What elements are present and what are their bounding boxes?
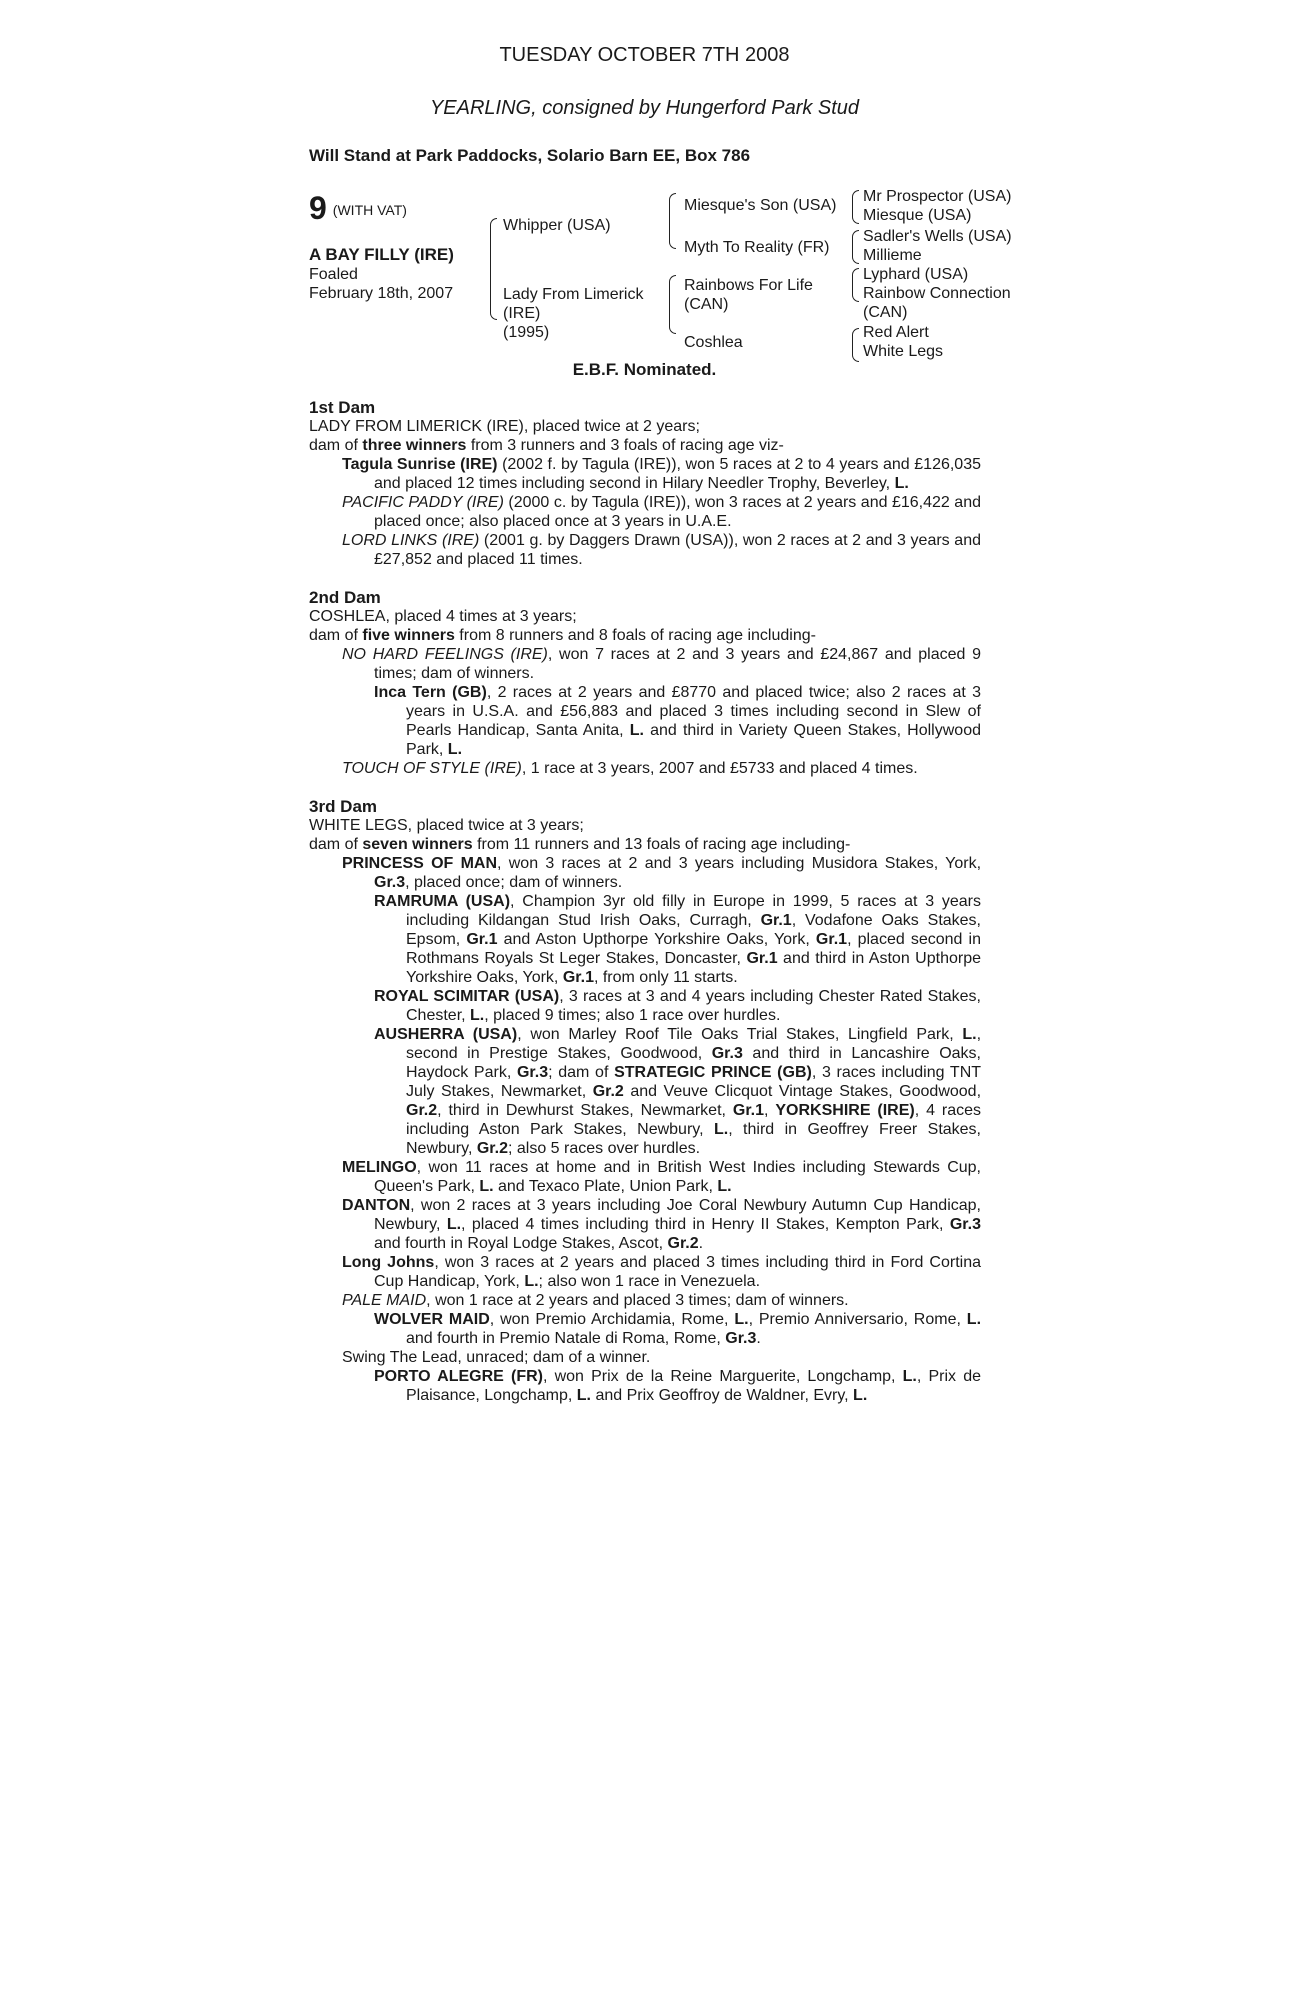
text: (2002 f. by Tagula (IRE)), won 5 races at 2 to 4 years and £126,035 and placed 12 times including second in Hilary Needler Trophy, Beverley, [374,456,982,492]
text: , 3 races including TNT July Stakes, Newmarket, [406,1064,982,1100]
vat-note: (WITH VAT) [332,202,407,218]
foal-name: AUSHERRA (USA) [374,1026,518,1043]
sire-sire: Miesque's Son (USA) [684,197,837,214]
dam-sire [684,276,813,314]
race-grade: Gr.1 [746,950,778,967]
brace-g1 [852,190,859,224]
race-grade: L. [962,1026,977,1043]
text: , Premio Anniversario, Rome, [748,1311,967,1328]
text: from 11 runners and 13 foals of racing age including- [472,836,851,853]
race-grade: Gr.1 [815,931,848,948]
race-grade: L. [629,722,644,739]
brace-g4 [852,328,859,362]
race-grade: Gr.2 [592,1083,624,1100]
race-grade: L. [734,1311,749,1328]
foaled-info [309,265,453,303]
brace-dam-line [669,275,676,334]
foal-entry: Swing The Lead, unraced; dam of a winner. [342,1349,651,1366]
foal-name: WOLVER MAID [374,1311,490,1328]
winners-count: three winners [362,437,467,454]
text: , won 1 race at 2 years and placed 3 times; dam of winners. [426,1292,849,1309]
third-dam-heading: 3rd Dam [309,797,378,816]
great-grandparent-6-line-2: (CAN) [863,304,908,321]
race-grade: Gr.1 [732,1102,765,1119]
foal-name: PALE MAID [342,1292,427,1309]
text: , from only 11 starts. [593,969,738,986]
great-grandparent-2: Miesque (USA) [863,207,972,224]
text: , second in Prestige Stakes, Goodwood, [406,1026,982,1062]
race-grade: L. [717,1178,732,1195]
winners-count: five winners [362,627,455,644]
brace-g2 [852,230,859,264]
foal-entry [309,1158,981,1196]
dam-dam: Coshlea [684,334,743,351]
text: and third in Variety Queen Stakes, Hollywood Park, [406,722,981,758]
ebf-nominated: E.B.F. Nominated. [572,360,717,379]
text: and third in Aston Upthorpe Yorkshire Oaks, York, [406,950,981,986]
text: , 3 races at 3 and 4 years including Chester Rated Stakes, Chester, [406,988,982,1024]
foal-entry [309,1025,981,1158]
foal-name: ROYAL SCIMITAR (USA) [374,988,560,1005]
text: , Champion 3yr old filly in Europe in 1999, 5 races at 3 years including Kildangan Stud Irish Oaks, Curragh, [406,893,982,929]
great-grandparent-4: Millieme [863,247,922,264]
foal-entry [309,1196,981,1253]
race-grade: L. [470,1007,485,1024]
foal-entry [309,531,981,569]
lot-number [309,190,407,227]
race-grade: L. [966,1311,982,1328]
text: and Aston Upthorpe Yorkshire Oaks, York, [497,931,816,948]
race-grade: Gr.3 [949,1216,981,1233]
text: , 4 races including Aston Park Stakes, Newbury, [406,1102,982,1138]
text: from 3 runners and 3 foals of racing age viz- [466,437,784,454]
race-grade: L. [902,1368,917,1385]
text: , placed once; dam of winners. [405,874,623,891]
race-grade: Gr.2 [667,1235,699,1252]
text: , won 2 races at 3 years including Joe Coral Newbury Autumn Cup Handicap, Newbury, [374,1197,981,1233]
race-grade: L. [894,475,909,492]
text: and Prix Geoffroy de Waldner, Evry, [591,1387,854,1404]
race-grade: Gr.1 [562,969,594,986]
race-grade: L. [446,1216,462,1233]
text: , won Premio Archidamia, Rome, [489,1311,735,1328]
text: ; dam of [548,1064,615,1081]
second-dam-heading: 2nd Dam [309,588,381,607]
great-grandparent-1: Mr Prospector (USA) [863,188,1012,205]
great-grandparent-8: White Legs [863,343,944,360]
text: , placed second in Rothmans Royals St Leger Stakes, Doncaster, [406,931,981,967]
text: (2001 g. by Daggers Drawn (USA)), won 2 races at 2 and 3 years and £27,852 and placed 11 times. [374,532,981,568]
race-grade: Gr.1 [760,912,792,929]
foal-entry [309,645,981,683]
great-grandparent-6 [863,284,1011,322]
race-grade: L. [576,1387,591,1404]
produce-record [309,398,981,1405]
text: , won Marley Roof Tile Oaks Trial Stakes, Lingfield Park, [517,1026,963,1043]
race-grade: L. [447,741,463,758]
consignment-line: YEARLING, consigned by Hungerford Park Stud [429,97,860,119]
third-dam-summary [309,835,981,854]
brace-sire-line [669,193,676,249]
foal-entry [309,854,981,892]
text: , won 3 races at 2 years and placed 3 times including third in Ford Cortina Cup Handicap, York, [374,1254,982,1290]
race-grade: Gr.3 [711,1045,743,1062]
foal-entry [309,892,981,987]
text: , won Prix de la Reine Marguerite, Longchamp, [542,1368,903,1385]
race-grade: Gr.1 [466,931,498,948]
race-grade: Gr.3 [725,1330,757,1347]
third-dam-line: WHITE LEGS, placed twice at 3 years; [309,817,584,834]
race-grade: L. [524,1273,539,1290]
great-grandparent-6-line-1: Rainbow Connection [863,285,1011,302]
great-grandparent-3: Sadler's Wells (USA) [863,228,1012,245]
first-dam-summary [309,436,981,455]
foal-name: LORD LINKS (IRE) [342,532,480,549]
text: dam of [309,437,363,454]
great-grandparent-7: Red Alert [863,324,929,341]
foal-name: PRINCESS OF MAN [342,855,498,872]
foal-name: TOUCH OF STYLE (IRE) [342,760,522,777]
second-dam-summary [309,626,981,645]
dam-line-3: (1995) [503,324,550,341]
text: and fourth in Royal Lodge Stakes, Ascot, [374,1235,668,1252]
foal-entry [309,1367,981,1405]
text: , [764,1102,776,1119]
lot-number-value: 9 [309,190,327,226]
foal-entry [309,759,981,778]
text: , third in Dewhurst Stakes, Newmarket, [437,1102,733,1119]
first-dam-line: LADY FROM LIMERICK (IRE), placed twice at 2 years; [309,418,700,435]
text: , Vodafone Oaks Stakes, Epsom, [406,912,982,948]
foal-entry [309,455,981,493]
text: , won 3 races at 2 and 3 years including Musidora Stakes, York, [497,855,982,872]
text: , 2 races at 2 years and £8770 and placed twice; also 2 races at 3 years in U.S.A. and £56,883 and placed 3 times including second in Slew of Pearls Handicap, Santa Anita, [406,684,982,739]
dam-sire-line-2: (CAN) [684,296,729,313]
text: and third in Lancashire Oaks, Haydock Park, [406,1045,982,1081]
text: from 8 runners and 8 foals of racing age including- [454,627,816,644]
foal-name: PACIFIC PADDY (IRE) [342,494,504,511]
race-grade: L. [853,1387,868,1404]
foaled-date: February 18th, 2007 [309,285,454,302]
stand-location: Will Stand at Park Paddocks, Solario Barn EE, Box 786 [309,146,751,165]
brace-g3 [852,268,859,302]
winners-count: seven winners [362,836,473,853]
foal-name: DANTON [342,1197,411,1214]
second-dam-line: COSHLEA, placed 4 times at 3 years; [309,608,577,625]
foal-entry [309,493,981,531]
race-grade: Gr.3 [374,874,406,891]
dam-line-2: (IRE) [503,305,541,322]
foal-name: Long Johns [342,1254,435,1271]
foal-name: NO HARD FEELINGS (IRE) [342,646,548,663]
text: . [698,1235,704,1252]
text: and fourth in Premio Natale di Roma, Rome, [406,1330,726,1347]
dam [503,285,643,342]
foal-name: YORKSHIRE (IRE) [775,1102,915,1119]
foal-entry [309,987,981,1025]
foal-entry [309,683,981,759]
race-grade: L. [713,1121,729,1138]
dam-sire-line-1: Rainbows For Life [684,277,813,294]
great-grandparent-5: Lyphard (USA) [863,266,969,283]
text: , Prix de Plaisance, Longchamp, [406,1368,981,1404]
text: , won 11 races at home and in British West Indies including Stewards Cup, Queen's Park, [374,1159,981,1195]
foal-entry [309,1291,981,1310]
first-dam-heading: 1st Dam [309,398,376,417]
horse-description: A BAY FILLY (IRE) [309,245,454,264]
race-grade: L. [479,1178,494,1195]
text: , placed 9 times; also 1 race over hurdles. [484,1007,781,1024]
text: dam of [309,836,363,853]
foal-name: STRATEGIC PRINCE (GB) [614,1064,812,1081]
foal-entry [309,1310,981,1348]
foaled-label: Foaled [309,266,358,283]
text: , third in Geoffrey Freer Stakes, Newbury, [406,1121,982,1157]
race-grade: Gr.2 [476,1140,508,1157]
text: (2000 c. by Tagula (IRE)), won 3 races at 2 years and £16,422 and placed once; also placed once at 3 years in U.A.E. [374,494,982,530]
text: and Veuve Clicquot Vintage Stakes, Goodwood, [623,1083,982,1100]
text: . [756,1330,761,1347]
text: dam of [309,627,363,644]
text: ; also 5 races over hurdles. [507,1140,701,1157]
foal-entry [309,1253,981,1291]
race-grade: Gr.2 [406,1102,438,1119]
brace-parents [490,218,497,320]
foal-name: PORTO ALEGRE (FR) [374,1368,543,1385]
race-grade: Gr.3 [516,1064,549,1081]
foal-name: Inca Tern (GB) [374,684,487,701]
sale-date: TUESDAY OCTOBER 7TH 2008 [499,44,790,66]
text: , 1 race at 3 years, 2007 and £5733 and placed 4 times. [521,760,918,777]
text: and Texaco Plate, Union Park, [493,1178,718,1195]
foal-name: Tagula Sunrise (IRE) [342,456,498,473]
text: , won 7 races at 2 and 3 years and £24,867 and placed 9 times; dam of winners. [374,646,981,682]
text: ; also won 1 race in Venezuela. [538,1273,761,1290]
dam-line-1: Lady From Limerick [503,286,644,303]
foal-name: MELINGO [342,1159,417,1176]
sire-dam: Myth To Reality (FR) [684,239,830,256]
sire: Whipper (USA) [503,217,611,234]
text: , placed 4 times including third in Henry II Stakes, Kempton Park, [461,1216,950,1233]
foal-name: RAMRUMA (USA) [374,893,511,910]
